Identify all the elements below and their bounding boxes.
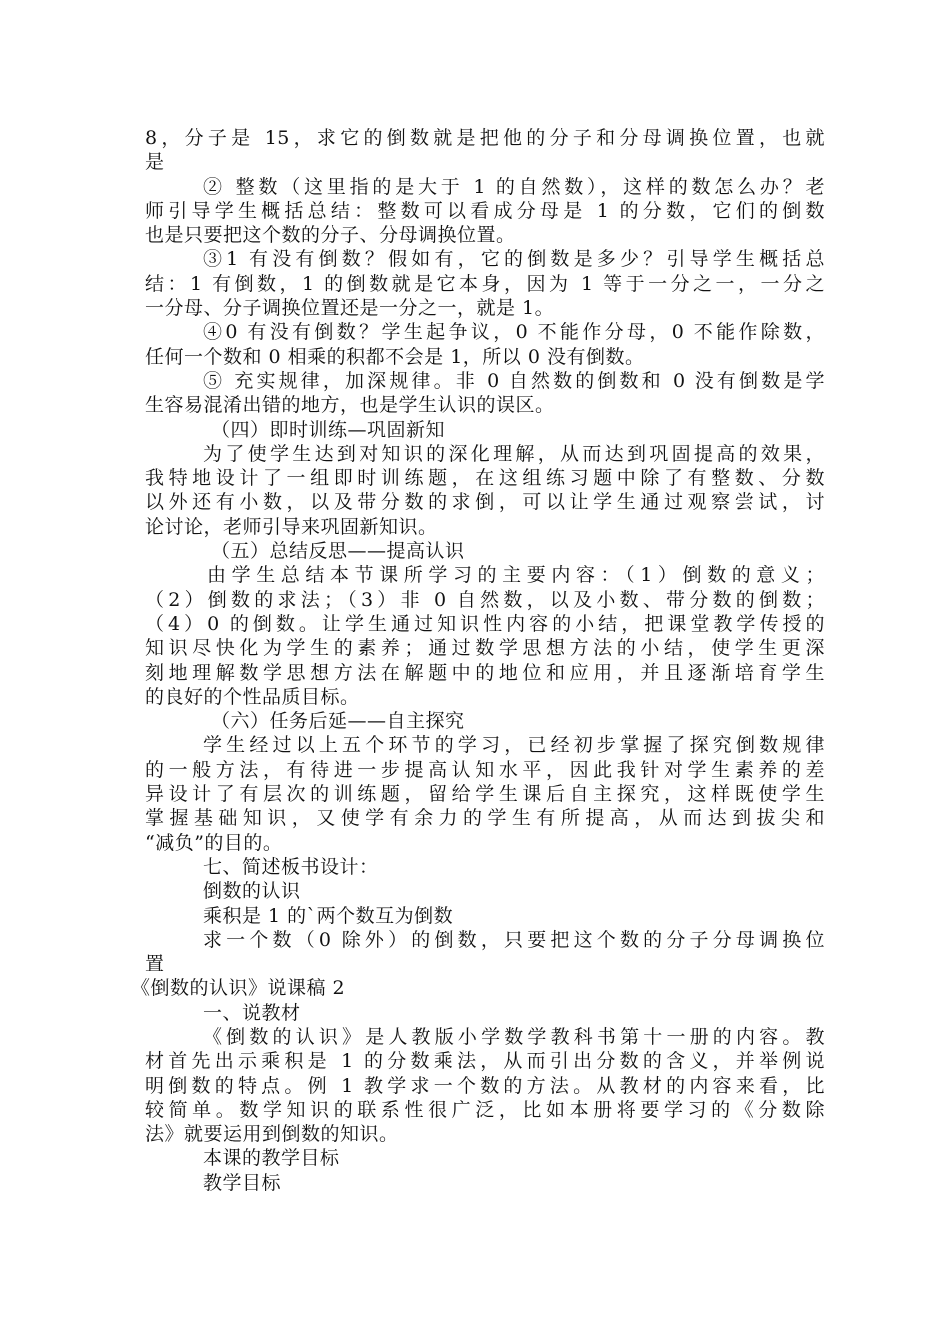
text-line: 乘积是 1 的`两个数互为倒数 — [203, 904, 454, 927]
text-line: 置 — [145, 953, 165, 976]
text-line: 的一般方法，有待进一步提高认知水平，因此我针对学生素养的差 — [145, 758, 825, 781]
text-line: 生容易混淆出错的地方，也是学生认识的误区。 — [145, 394, 555, 417]
text-line: （4）0 的倒数。让学生通过知识性内容的小结，把课堂教学传授的 — [145, 612, 825, 635]
document-body — [131, 126, 825, 1195]
text-line: 为了使学生达到对知识的深化理解，从而达到巩固提高的效果， — [203, 442, 825, 465]
text-line: 我特地设计了一组即时训练题，在这组练习题中除了有整数、分数 — [145, 467, 825, 490]
text-line: 《倒数的认识》是人教版小学数学教科书第十一册的内容。教 — [203, 1025, 825, 1048]
text-line: ⑤ 充实规律，加深规律。非 0 自然数的倒数和 0 没有倒数是学 — [203, 369, 825, 392]
text-line: （四）即时训练—巩固新知 — [211, 418, 446, 441]
text-line: 掌握基础知识，又使学有余力的学生有所提高，从而达到拔尖和 — [145, 807, 825, 830]
text-line: （五）总结反思——提高认识 — [211, 540, 465, 563]
text-line: 以外还有小数，以及带分数的求倒，可以让学生通过观察尝试，讨 — [145, 491, 825, 514]
text-line: “减负”的目的。 — [145, 831, 283, 854]
text-line: 知识尽快化为学生的素养；通过数学思想方法的小结，使学生更深 — [145, 637, 825, 660]
text-line: 法》就要运用到倒数的知识。 — [145, 1123, 399, 1146]
text-line: 材首先出示乘积是 1 的分数乘法，从而引出分数的含义，并举例说 — [145, 1050, 825, 1073]
text-line: 学生经过以上五个环节的学习，已经初步掌握了探究倒数规律 — [203, 734, 825, 757]
text-line: 教学目标 — [203, 1171, 282, 1194]
text-line: 明倒数的特点。例 1 教学求一个数的方法。从教材的内容来看，比 — [145, 1074, 825, 1097]
text-line: 是 — [145, 151, 165, 174]
text-line: （六）任务后延——自主探究 — [211, 710, 465, 733]
text-line: 异设计了有层次的训练题，留给学生课后自主探究，这样既使学生 — [145, 783, 825, 806]
text-line: 任何一个数和 0 相乘的积都不会是 1，所以 0 没有倒数。 — [145, 345, 645, 368]
text-line: 也是只要把这个数的分子、分母调换位置。 — [145, 224, 516, 247]
text-line: ③1 有没有倒数？假如有，它的倒数是多少？引导学生概括总 — [203, 248, 825, 271]
text-line: 由学生总结本节课所学习的主要内容：（1）倒数的意义； — [207, 564, 825, 587]
text-line: ④0 有没有倒数？学生起争议，0 不能作分母，0 不能作除数， — [203, 321, 825, 344]
text-line: 师引导学生概括总结：整数可以看成分母是 1 的分数，它们的倒数 — [145, 199, 825, 222]
text-line: ② 整数（这里指的是大于 1 的自然数），这样的数怎么办？老 — [203, 175, 825, 198]
text-line: 求一个数（0 除外）的倒数，只要把这个数的分子分母调换位 — [203, 928, 825, 951]
text-line: 一分母、分子调换位置还是一分之一，就是 1。 — [145, 297, 555, 320]
text-line: 七、简述板书设计： — [203, 855, 379, 878]
text-line: 一、说教材 — [203, 1001, 301, 1024]
text-line: （2）倒数的求法；（3）非 0 自然数，以及小数、带分数的倒数； — [145, 588, 825, 611]
text-line: 倒数的认识 — [203, 880, 301, 903]
text-line: 较简单。数学知识的联系性很广泛，比如本册将要学习的《分数除 — [145, 1098, 825, 1121]
text-line: 《倒数的认识》说课稿 2 — [131, 977, 346, 1000]
text-line: 8，分子是 15，求它的倒数就是把他的分子和分母调换位置，也就 — [145, 127, 825, 149]
text-line: 本课的教学目标 — [203, 1147, 340, 1170]
text-line: 结：1 有倒数，1 的倒数就是它本身，因为 1 等于一分之一，一分之 — [145, 272, 825, 295]
text-line: 的良好的个性品质目标。 — [145, 685, 360, 708]
text-line: 刻地理解数学思想方法在解题中的地位和应用，并且逐渐培育学生 — [145, 661, 825, 684]
text-line: 论讨论，老师引导来巩固新知识。 — [145, 515, 438, 538]
